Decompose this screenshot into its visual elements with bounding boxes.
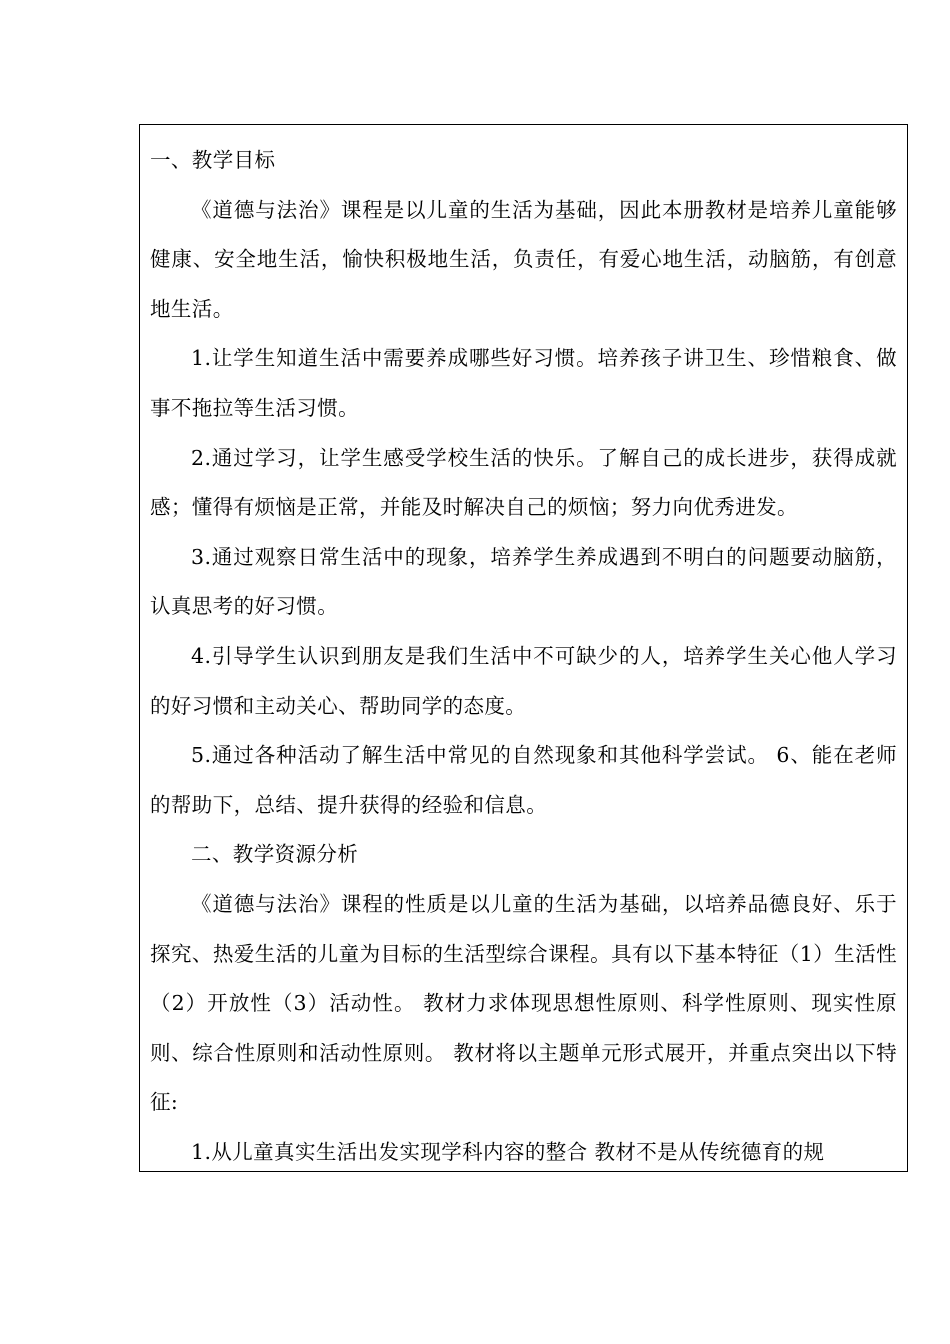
feature-item-1: 1.从儿童真实生活出发实现学科内容的整合 教材不是从传统德育的规 <box>191 1139 825 1164</box>
paragraph-intro: 《道德与法治》课程是以儿童的生活为基础，因此本册教材是培养儿童能够健康、安全地生活，愉快积极地生活，负责任，有爱心地生活，动脑筋，有创意地生活。 <box>150 197 897 321</box>
goal-item-1: 1.让学生知道生活中需要养成哪些好习惯。培养孩子讲卫生、珍惜粮食、做事不拖拉等生活习惯。 <box>150 346 897 420</box>
section-heading-resource-analysis: 二、教学资源分析 <box>191 842 359 867</box>
goal-item-4: 4.引导学生认识到朋友是我们生活中不可缺少的人，培养学生关心他人学习的好习惯和主动关心、帮助同学的态度。 <box>150 643 897 718</box>
document-body <box>150 136 897 1172</box>
goal-item-2: 2.通过学习，让学生感受学校生活的快乐。了解自己的成长进步，获得成就感；懂得有烦恼是正常，并能及时解决自己的烦恼；努力向优秀进发。 <box>150 445 897 520</box>
goal-item-3: 3.通过观察日常生活中的现象，培养学生养成遇到不明白的问题要动脑筋，认真思考的好习惯。 <box>150 544 897 619</box>
paragraph-analysis: 《道德与法治》课程的性质是以儿童的生活为基础，以培养品德良好、乐于探究、热爱生活的儿童为目标的生活型综合课程。具有以下基本特征（1）生活性（2）开放性（3）活动性。 教材力求体现思想性原则、科学性原则、现实性原则、综合性原则和活动性原则。 教材将以主题单元形式展开，并重点突出以下特征: <box>150 891 897 1115</box>
section-heading-teaching-goals: 一、教学目标 <box>150 148 276 172</box>
document-frame <box>139 124 908 1172</box>
goal-item-5: 5.通过各种活动了解生活中常见的自然现象和其他科学尝试。 6、能在老师的帮助下，总结、提升获得的经验和信息。 <box>150 743 897 817</box>
